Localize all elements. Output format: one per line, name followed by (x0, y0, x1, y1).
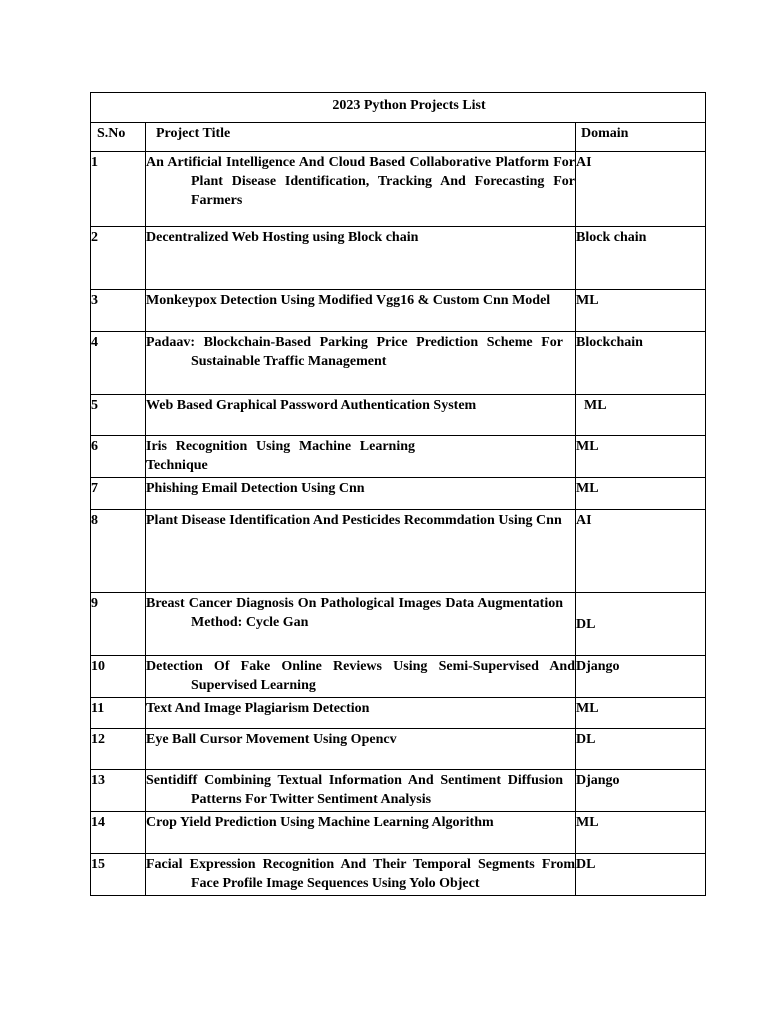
row-domain: DL (576, 729, 706, 770)
table-row (91, 729, 706, 770)
table-row (91, 227, 706, 290)
row-sno: 1 (91, 152, 146, 227)
header-project-title: Project Title (146, 123, 576, 152)
table-row (91, 812, 706, 854)
table-row (91, 436, 706, 478)
table-title: 2023 Python Projects List (332, 98, 486, 113)
row-sno: 15 (91, 854, 146, 896)
row-project-title: Phishing Email Detection Using Cnn (146, 478, 576, 510)
row-domain: ML (576, 290, 706, 332)
projects-table (90, 92, 706, 896)
table-row (91, 656, 706, 698)
row-sno: 5 (91, 395, 146, 436)
row-project-title: Iris Recognition Using Machine Learning Technique (146, 436, 576, 478)
row-sno: 7 (91, 478, 146, 510)
row-sno: 13 (91, 770, 146, 812)
table-row (91, 854, 706, 896)
row-sno: 3 (91, 290, 146, 332)
row-domain: ML (576, 395, 706, 436)
row-domain: DL (576, 854, 706, 896)
table-row (91, 152, 706, 227)
row-project-title: Sentidiff Combining Textual Information And Sentiment Diffusion Patterns For Twitter Sentiment Analysis (146, 770, 576, 812)
row-domain: AI (576, 152, 706, 227)
row-domain: Django (576, 770, 706, 812)
table-row (91, 290, 706, 332)
table-row (91, 770, 706, 812)
row-domain: Django (576, 656, 706, 698)
header-sno: S.No (91, 123, 146, 152)
row-project-title: Detection Of Fake Online Reviews Using Semi-Supervised And Supervised Learning (146, 656, 576, 698)
table-title-cell (91, 93, 706, 123)
row-domain: AI (576, 510, 706, 593)
table-row (91, 698, 706, 729)
row-domain: ML (576, 812, 706, 854)
row-domain: Blockchain (576, 332, 706, 395)
row-sno: 2 (91, 227, 146, 290)
row-sno: 9 (91, 593, 146, 656)
row-domain: Block chain (576, 227, 706, 290)
row-project-title: Crop Yield Prediction Using Machine Learning Algorithm (146, 812, 576, 854)
table-header-row (91, 123, 706, 152)
row-project-title: An Artificial Intelligence And Cloud Based Collaborative Platform For Plant Disease Identification, Tracking And Forecasting For Farmers (146, 152, 576, 227)
row-project-title: Web Based Graphical Password Authentication System (146, 395, 576, 436)
table-row (91, 332, 706, 395)
row-project-title: Text And Image Plagiarism Detection (146, 698, 576, 729)
row-sno: 6 (91, 436, 146, 478)
row-project-title: Monkeypox Detection Using Modified Vgg16 & Custom Cnn Model (146, 290, 576, 332)
table-row (91, 593, 706, 656)
row-project-title: Padaav: Blockchain-Based Parking Price Prediction Scheme For Sustainable Traffic Management (146, 332, 576, 395)
row-sno: 14 (91, 812, 146, 854)
row-sno: 8 (91, 510, 146, 593)
header-domain: Domain (576, 123, 706, 152)
row-sno: 4 (91, 332, 146, 395)
table-row (91, 478, 706, 510)
row-sno: 12 (91, 729, 146, 770)
row-project-title: Plant Disease Identification And Pesticides Recommdation Using Cnn (146, 510, 576, 593)
row-project-title: Decentralized Web Hosting using Block chain (146, 227, 576, 290)
row-domain: DL (576, 593, 706, 656)
table-row (91, 510, 706, 593)
table-row (91, 395, 706, 436)
row-project-title-text: Facial Expression Recognition And Their Temporal Segments From Face Profile Image Sequences Using Yolo Object (146, 857, 575, 891)
row-domain: ML (576, 436, 706, 478)
row-project-title (146, 854, 576, 896)
row-domain: ML (576, 478, 706, 510)
table-title-row (91, 93, 706, 123)
row-sno: 11 (91, 698, 146, 729)
row-domain: ML (576, 698, 706, 729)
row-project-title: Breast Cancer Diagnosis On Pathological Images Data Augmentation Method: Cycle Gan (146, 593, 576, 656)
row-sno: 10 (91, 656, 146, 698)
row-project-title: Eye Ball Cursor Movement Using Opencv (146, 729, 576, 770)
